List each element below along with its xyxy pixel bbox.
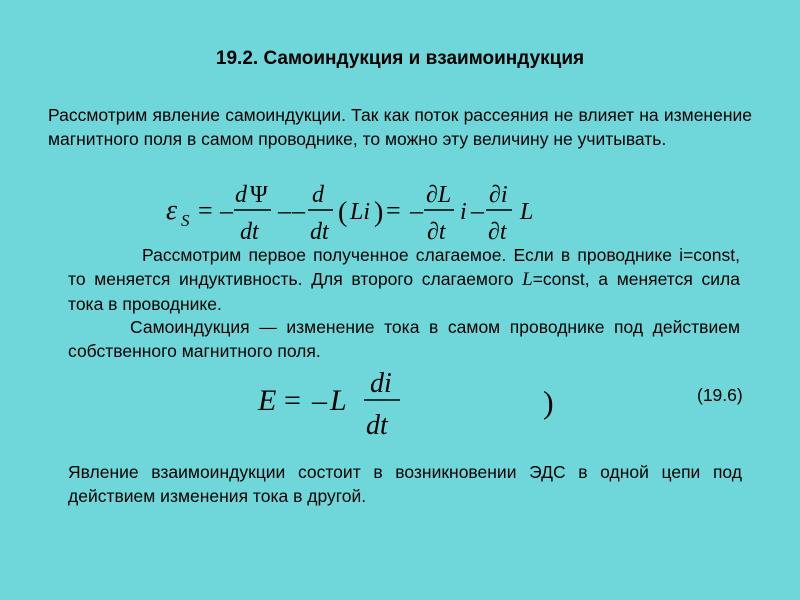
svg-text:L: L (520, 199, 534, 225)
svg-text:ε: ε (166, 195, 178, 226)
svg-text:Li: Li (350, 199, 371, 225)
svg-text:Ψ: Ψ (250, 182, 268, 208)
intro-paragraph: Рассмотрим явление самоиндукции. Так как поток рассеяния не влияет на изменение магнитного поля в самом проводнике, то можно эту величину не учитывать. (48, 105, 752, 149)
svg-text:L: L (330, 384, 347, 417)
svg-text:(: ( (338, 197, 348, 228)
self-induction-formula (250, 362, 580, 442)
svg-text:∂t: ∂t (427, 219, 446, 245)
svg-text:–: – (471, 196, 484, 225)
svg-text:d: d (235, 182, 247, 208)
svg-text:dt: dt (366, 410, 388, 441)
svg-text:): ) (374, 197, 384, 228)
svg-text:di: di (370, 368, 392, 399)
mutual-induction-paragraph: Явление взаимоиндукции состоит в возникновении ЭДС в одной цепи под действием изменения тока в другой. (68, 462, 742, 506)
svg-text:dt: dt (240, 219, 259, 245)
svg-text:–: – (220, 196, 233, 225)
equation-number: (19.6) (697, 385, 743, 405)
svg-text:–: – (410, 196, 423, 225)
self-induction-emf-formula (160, 175, 600, 245)
page-title: 19.2. Самоиндукция и взаимоиндукция (215, 48, 585, 69)
svg-text:=: = (386, 196, 401, 225)
svg-text:d: d (312, 182, 324, 208)
svg-text:dt: dt (310, 219, 329, 245)
svg-text:=: = (284, 384, 301, 417)
svg-text:i: i (460, 199, 467, 225)
svg-text:E: E (258, 384, 277, 417)
svg-text:S: S (181, 211, 190, 230)
first-term-paragraph: Рассмотрим первое полученное слагаемое. Если в проводнике i=const, то меняется индуктивность. Для второго слагаемого L=const, а меняется сила тока в проводнике. (68, 245, 740, 314)
svg-text:): ) (543, 384, 554, 420)
svg-text:∂t: ∂t (488, 219, 507, 245)
svg-text:–: – (278, 196, 291, 225)
definition-paragraph: Самоиндукция — изменение тока в самом проводнике под действием собственного магнитного поля. (68, 317, 740, 361)
svg-text:=: = (198, 196, 213, 225)
svg-text:∂i: ∂i (489, 182, 508, 208)
svg-text:–: – (292, 196, 305, 225)
svg-text:∂L: ∂L (426, 182, 452, 208)
svg-text:–: – (312, 384, 327, 417)
